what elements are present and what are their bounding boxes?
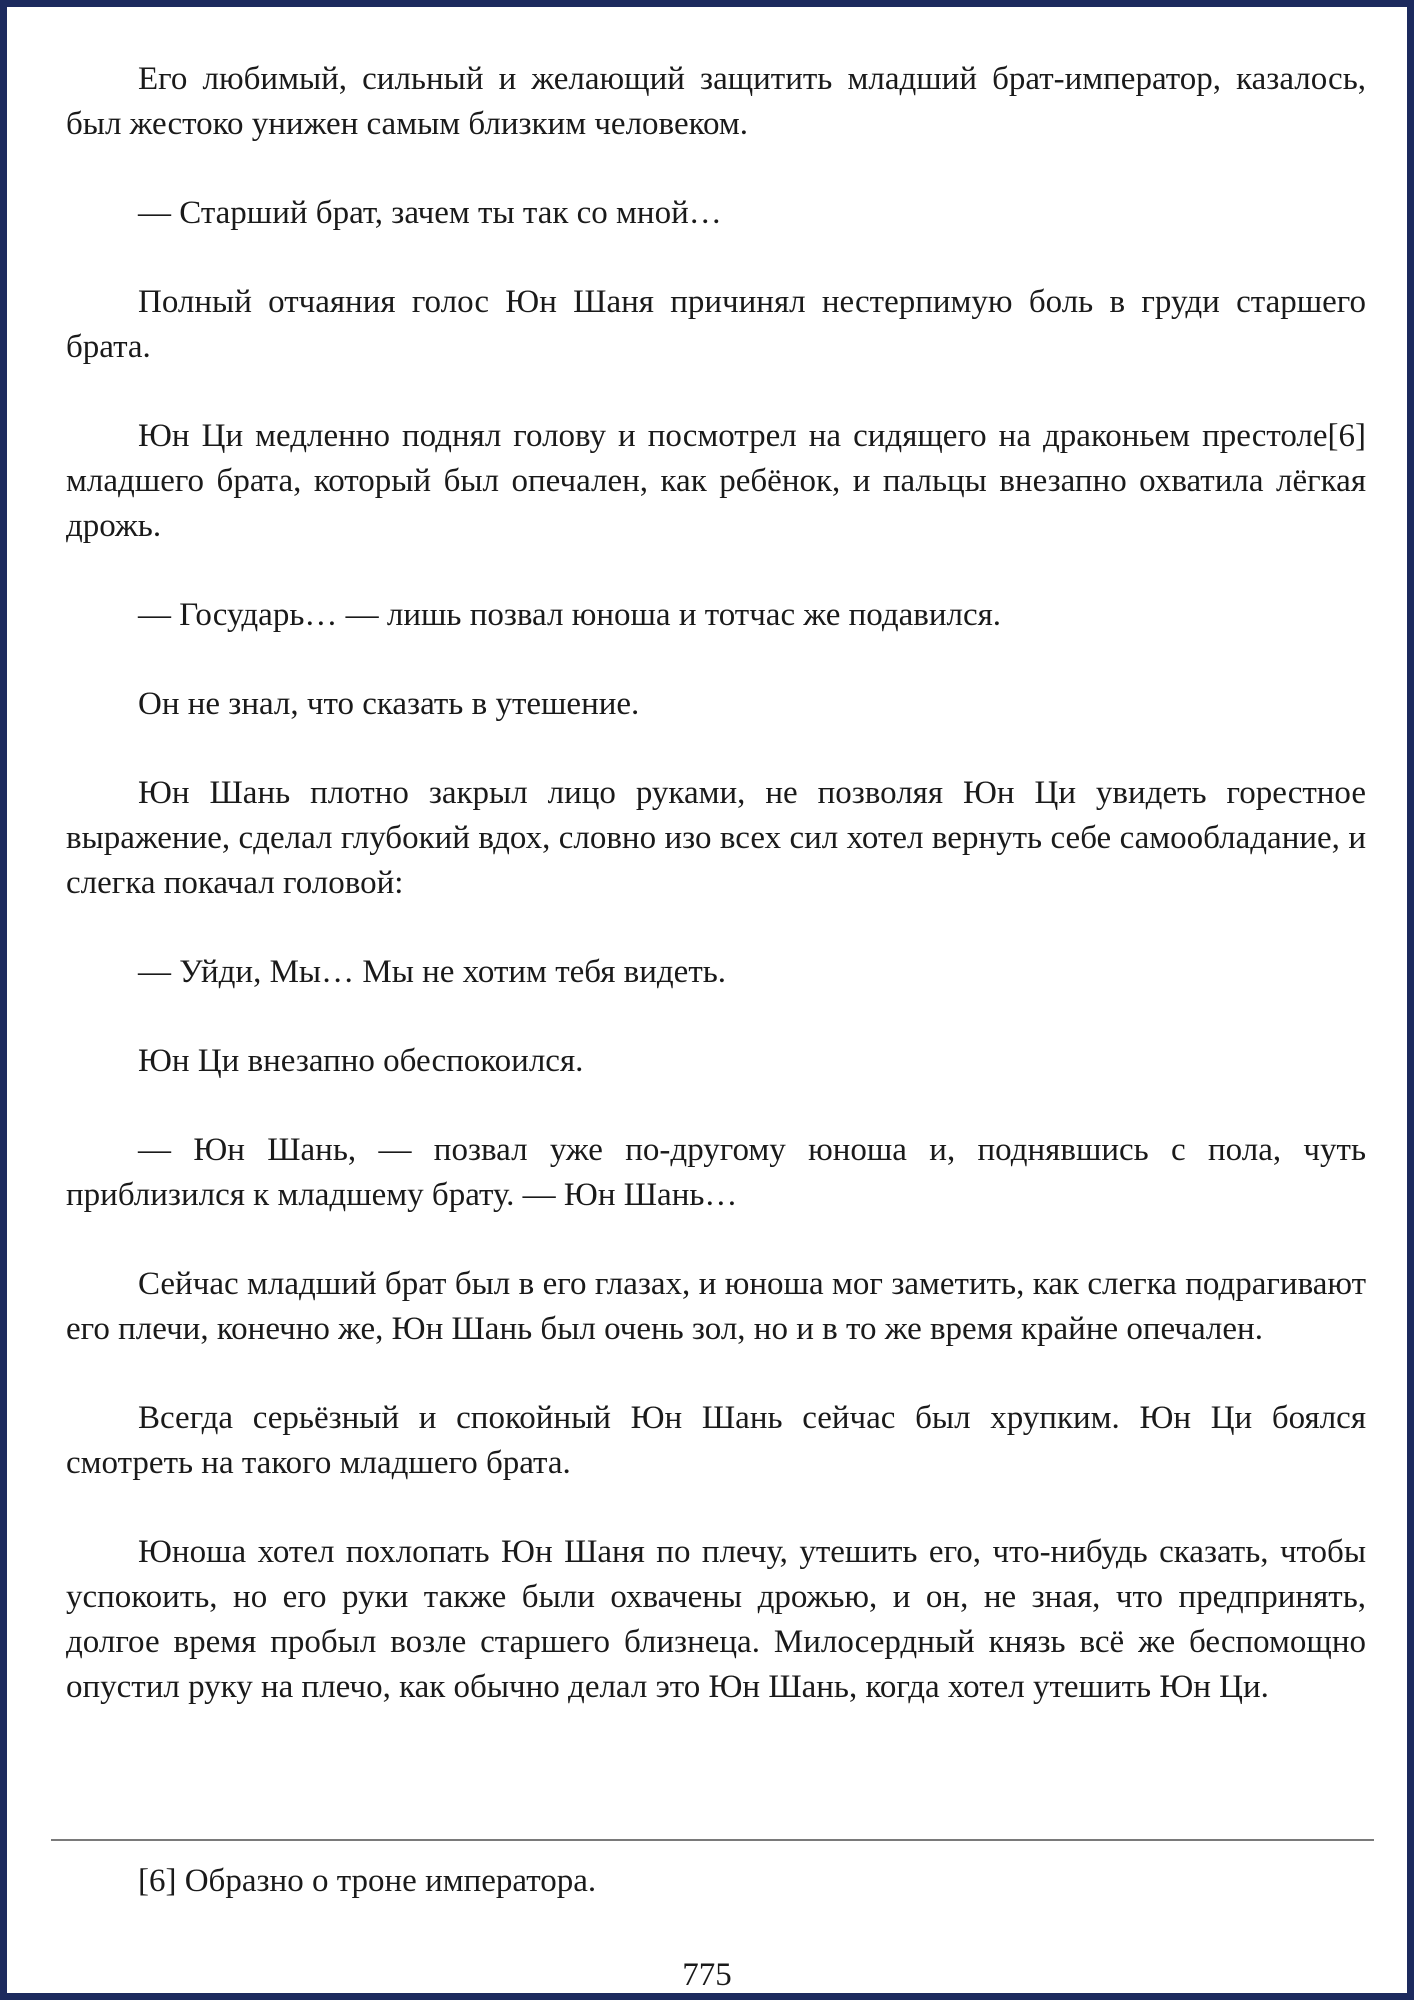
paragraph: — Старший брат, зачем ты так со мной…	[138, 195, 722, 231]
footnote: [6] Образно о троне императора.	[138, 1863, 597, 1899]
paragraph: Полный отчаяния голос Юн Шаня причинял нестерпимую боль в груди старшего брата.	[66, 284, 1366, 365]
paragraph: Всегда серьёзный и спокойный Юн Шань сейчас был хрупким. Юн Ци боялся смотреть на такого младшего брата.	[66, 1400, 1366, 1481]
paragraph: — Государь… — лишь позвал юноша и тотчас же подавился.	[138, 597, 1002, 633]
footnote-divider	[51, 1839, 1374, 1841]
paragraph: Он не знал, что сказать в утешение.	[138, 686, 640, 722]
paragraph: — Уйди, Мы… Мы не хотим тебя видеть.	[138, 954, 727, 990]
paragraph: Юн Шань плотно закрыл лицо руками, не позволяя Юн Ци увидеть горестное выражение, сделал глубокий вдох, словно изо всех сил хотел вернуть себе самообладание, и слегка покачал головой:	[66, 775, 1366, 901]
paragraph: Сейчас младший брат был в его глазах, и юноша мог заметить, как слегка подрагивают его плечи, конечно же, Юн Шань был очень зол, но и в то же время крайне опечален.	[66, 1266, 1366, 1347]
page-body	[66, 57, 1366, 1754]
paragraph: — Юн Шань, — позвал уже по-другому юноша и, поднявшись с пола, чуть приблизился к младшему брату. — Юн Шань…	[66, 1132, 1366, 1213]
paragraph: Его любимый, сильный и желающий защитить младший брат-император, казалось, был жестоко унижен самым близким человеком.	[66, 61, 1366, 142]
page-number: 775	[682, 1957, 732, 1993]
paragraph: Юноша хотел похлопать Юн Шаня по плечу, утешить его, что-нибудь сказать, чтобы успокоить, но его руки также были охвачены дрожью, и он, не зная, что предпринять, долгое время пробыл возле старшего близнеца. Милосердный князь всё же беспомощно опустил руку на плечо, как обычно делал это Юн Шань, когда хотел утешить Юн Ци.	[66, 1534, 1366, 1705]
paragraph: Юн Ци медленно поднял голову и посмотрел на сидящего на драконьем престоле[6] младшего брата, который был опечален, как ребёнок, и пальцы внезапно охватила лёгкая дрожь.	[66, 418, 1366, 544]
paragraph: Юн Ци внезапно обеспокоился.	[138, 1043, 584, 1079]
